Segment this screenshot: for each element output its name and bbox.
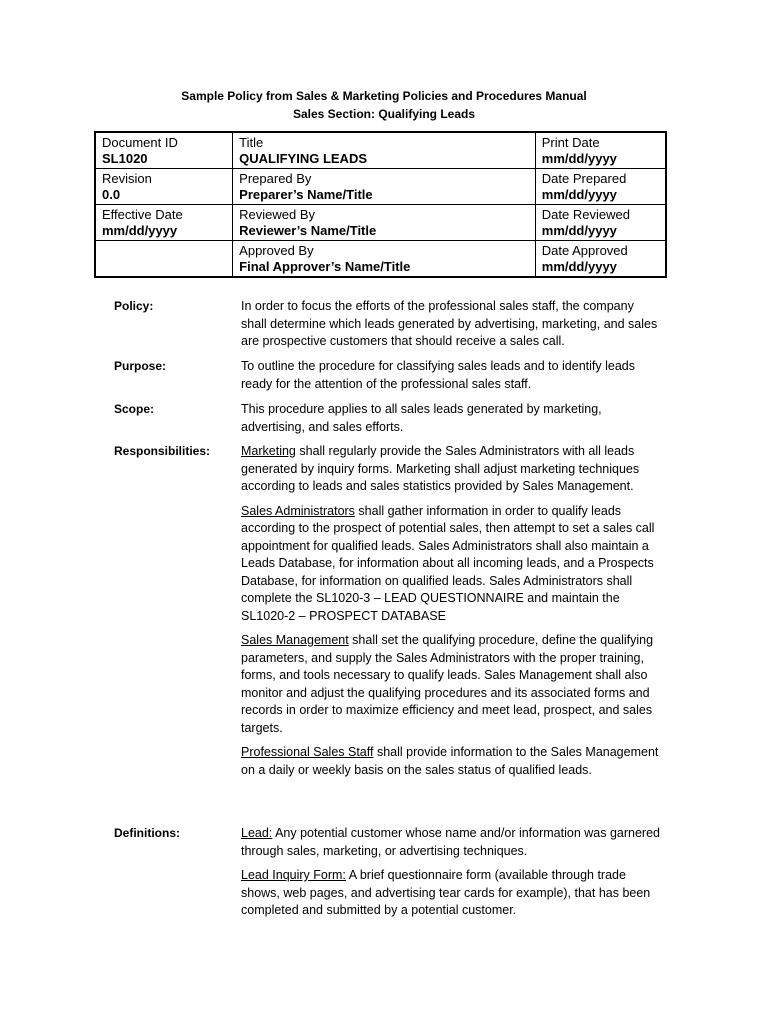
document-id-cell (95, 132, 233, 169)
responsibilities-body (241, 443, 661, 786)
policy-text: In order to focus the efforts of the professional sales staff, the company shall determine which leads generated by advertising, marketing, and sales are prospective customers that should receive a sales call. (241, 299, 658, 348)
document-id-label: Document ID (102, 135, 178, 150)
approved-by-value: Final Approver’s Name/Title (239, 259, 411, 274)
reviewed-by-cell (233, 205, 536, 241)
responsibility-text: shall gather information in order to qualify leads according to the prospect of potential sales, then attempt to set a sales call appointment for qualified leads. Sales Administrators shall also maintain a Leads Database, for information about all incoming leads, and a Prospects Database, for information on qualified leads. Sales Administrators shall complete the SL1020-3 – LEAD QUESTIONNAIRE and maintain the SL1020-2 – PROSPECT DATABASE (241, 503, 655, 623)
definitions-label: Definitions: (114, 826, 180, 840)
date-prepared-label: Date Prepared (541, 171, 627, 186)
document-control-table (94, 131, 667, 278)
definition-term: Lead Inquiry Form: (241, 868, 346, 882)
reviewed-by-label: Reviewed By (239, 207, 316, 222)
responsibility-text: shall set the qualifying procedure, define the qualifying parameters, and supply the Sales Administrators with the proper training, forms, and tools necessary to qualify leads. Sales Management shall also monitor and adjust the qualifying procedures and its associated forms and records in order to maximize efficiency and meet lead, prospect, and sales targets. (241, 633, 654, 735)
approved-by-cell (233, 241, 536, 278)
prepared-by-value: Preparer’s Name/Title (239, 187, 373, 202)
definition-term: Lead: (241, 826, 273, 840)
table-row (95, 241, 666, 278)
responsibility-text: shall regularly provide the Sales Administrators with all leads generated by inquiry forms. Marketing shall adjust marketing techniques according to leads and sales statistics provided by Sales Management. (241, 444, 640, 493)
title-value: QUALIFYING LEADS (239, 151, 368, 166)
date-reviewed-label: Date Reviewed (541, 207, 630, 222)
responsibility-role: Sales Management (241, 633, 349, 647)
responsibility-professional-sales-staff (241, 744, 661, 779)
responsibility-text: shall provide information to the Sales Management on a daily or weekly basis on the sales status of qualified leads. (241, 745, 659, 777)
purpose-text: To outline the procedure for classifying sales leads and to identify leads ready for the attention of the professional sales staff. (241, 359, 635, 391)
revision-label: Revision (102, 171, 152, 186)
date-prepared-value: mm/dd/yyyy (541, 187, 617, 202)
date-prepared-cell (535, 169, 666, 205)
print-date-value: mm/dd/yyyy (541, 151, 617, 166)
revision-cell (95, 169, 233, 205)
responsibility-role: Marketing (241, 444, 296, 458)
date-reviewed-value: mm/dd/yyyy (541, 223, 617, 238)
policy-label: Policy: (114, 299, 154, 313)
approved-by-label: Approved By (239, 243, 314, 258)
table-row (95, 169, 666, 205)
effective-date-cell (95, 205, 233, 241)
definition-lead (241, 825, 661, 860)
date-approved-value: mm/dd/yyyy (541, 259, 617, 274)
revision-value: 0.0 (102, 187, 121, 202)
date-reviewed-cell (535, 205, 666, 241)
document-heading: Sample Policy from Sales & Marketing Policies and Procedures Manual (181, 89, 587, 103)
table-row (95, 205, 666, 241)
definition-text: Any potential customer whose name and/or information was garnered through sales, marketing, or advertising techniques. (241, 826, 660, 858)
prepared-by-cell (233, 169, 536, 205)
definition-text: A brief questionnaire form (available through trade shows, web pages, and advertising tear cards for example), that has been completed and submitted by a potential customer. (241, 868, 651, 917)
reviewed-by-value: Reviewer’s Name/Title (239, 223, 377, 238)
table-row (95, 132, 666, 169)
effective-date-label: Effective Date (102, 207, 183, 222)
date-approved-cell (535, 241, 666, 278)
title-cell (233, 132, 536, 169)
title-label: Title (239, 135, 264, 150)
prepared-by-label: Prepared By (239, 171, 312, 186)
empty-cell (95, 241, 233, 278)
scope-text: This procedure applies to all sales leads generated by marketing, advertising, and sales efforts. (241, 402, 602, 434)
responsibility-sales-management (241, 632, 661, 737)
date-approved-label: Date Approved (541, 243, 628, 258)
definitions-body (241, 825, 661, 927)
print-date-label: Print Date (541, 135, 600, 150)
responsibilities-label: Responsibilities: (114, 444, 211, 458)
responsibility-marketing (241, 443, 661, 496)
document-id-value: SL1020 (102, 151, 148, 166)
effective-date-value: mm/dd/yyyy (102, 223, 178, 238)
responsibility-role: Sales Administrators (241, 503, 355, 518)
definition-lead-inquiry-form (241, 867, 661, 920)
responsibility-sales-administrators (241, 503, 661, 626)
responsibility-role: Professional Sales Staff (241, 745, 374, 759)
document-subheading: Sales Section: Qualifying Leads (292, 107, 476, 121)
purpose-label: Purpose: (114, 359, 167, 373)
print-date-cell (535, 132, 666, 169)
scope-label: Scope: (114, 402, 155, 416)
